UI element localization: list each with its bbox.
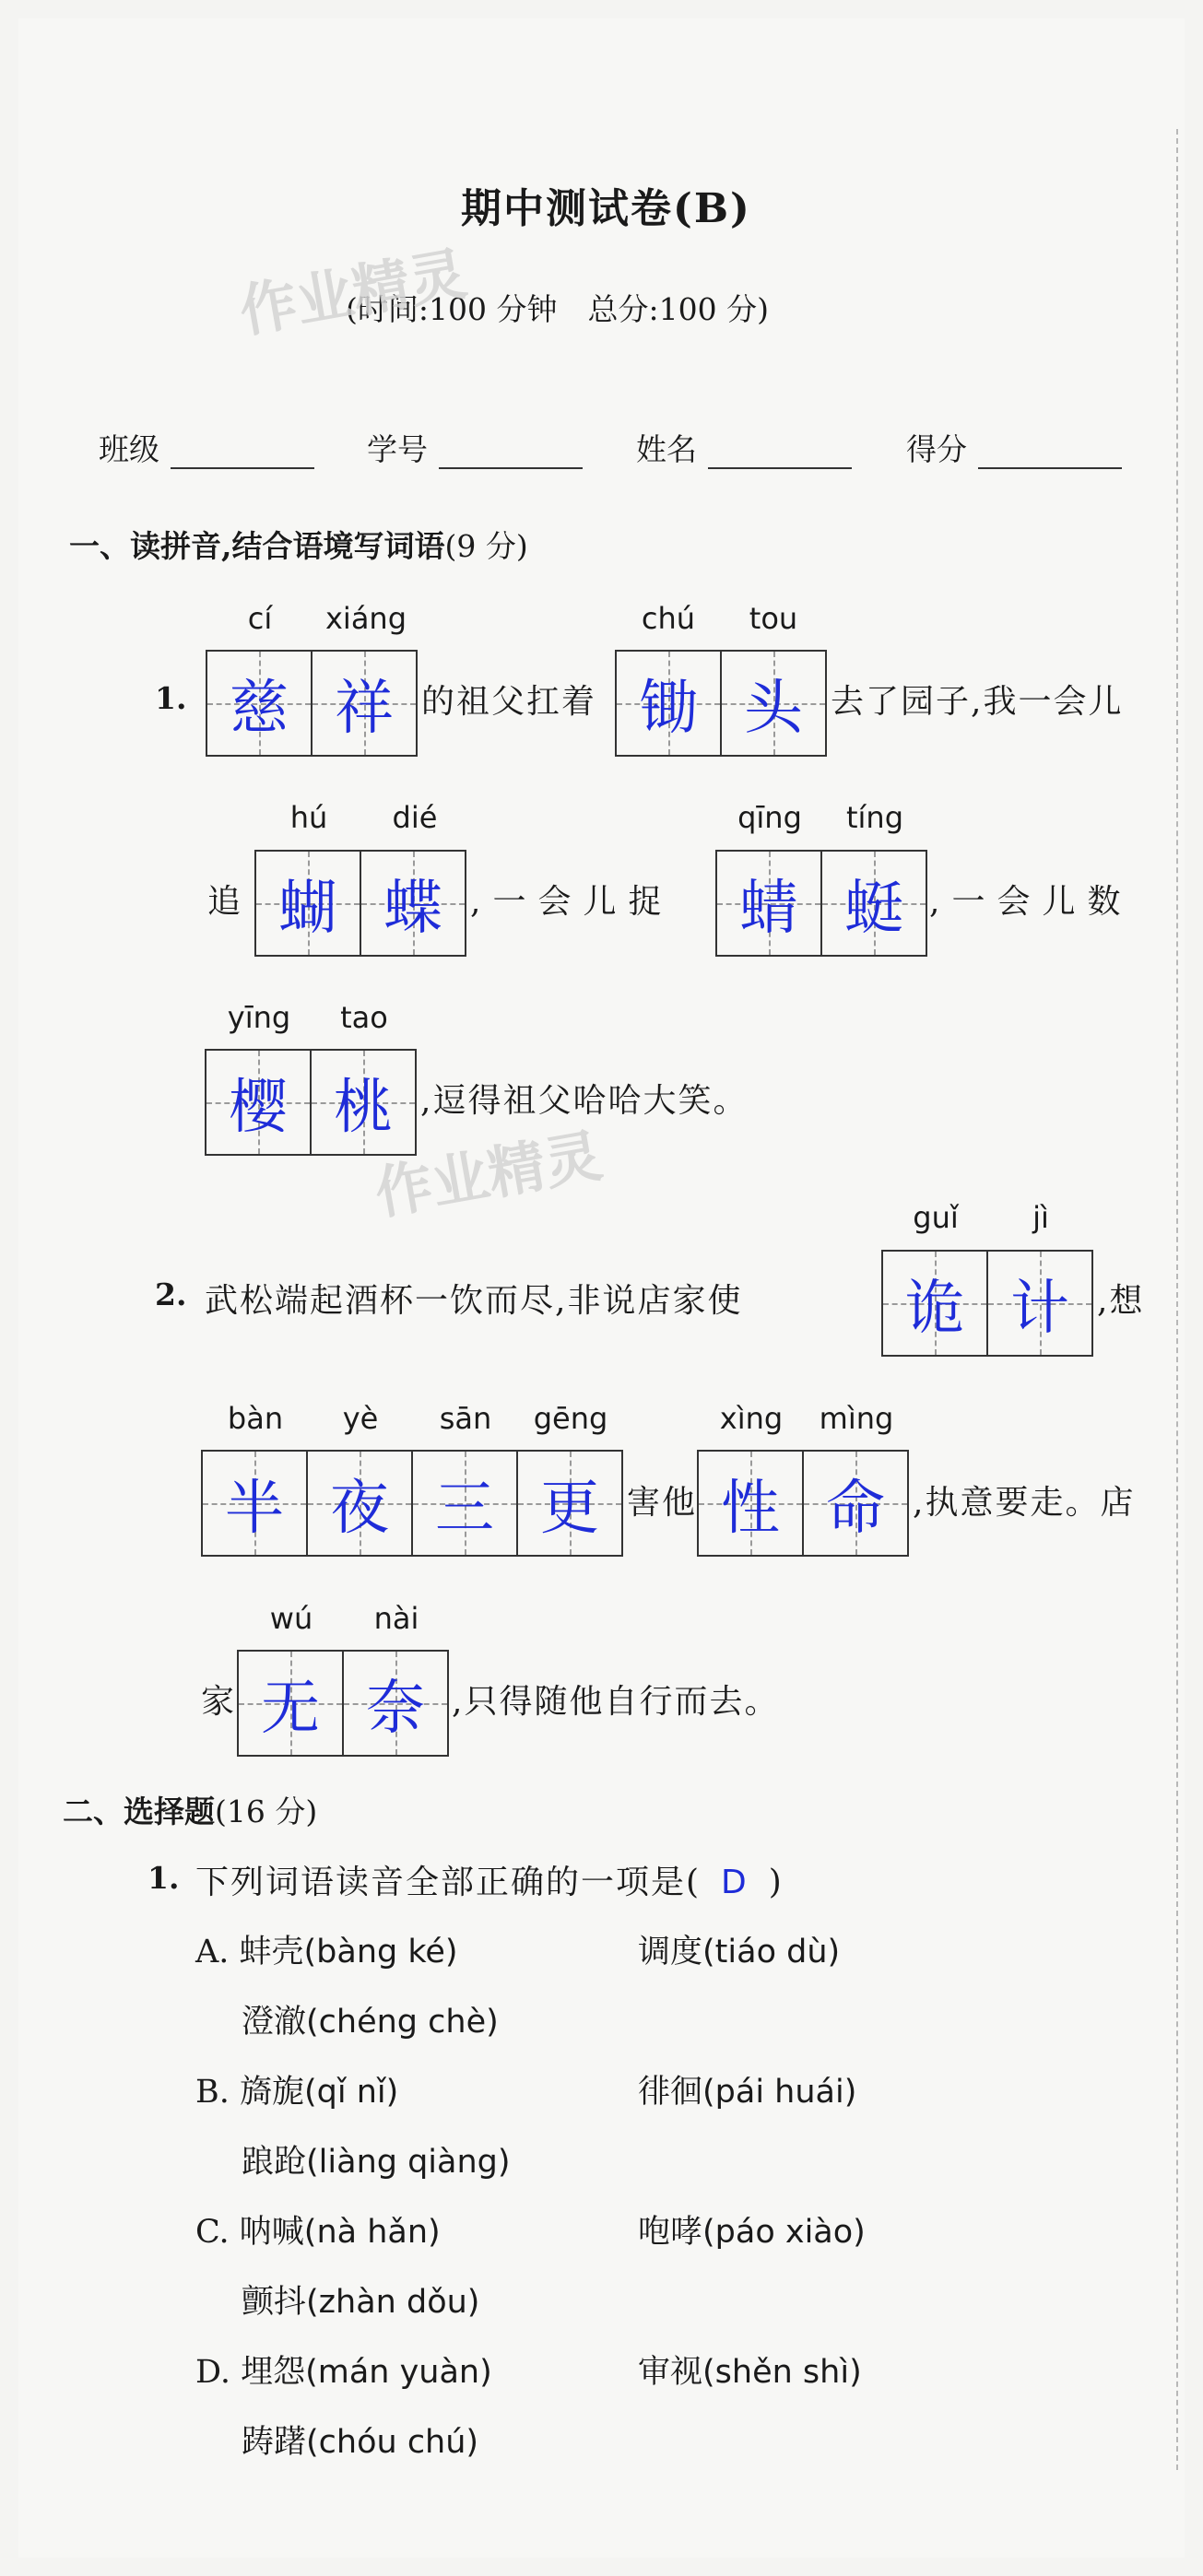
q1-number: 1. xyxy=(155,680,187,716)
pinyin: wú xyxy=(269,1601,313,1636)
answer-box[interactable]: 奈 xyxy=(342,1650,449,1757)
option-d-word-2: 审视(shěn shì) xyxy=(638,2354,862,2391)
pinyin: mìng xyxy=(819,1401,894,1436)
answer-box[interactable]: 更 xyxy=(516,1450,623,1557)
q2-text: ,想 xyxy=(1097,1282,1145,1320)
pinyin: tíng xyxy=(845,800,904,835)
id-blank[interactable] xyxy=(439,441,583,469)
score-blank[interactable] xyxy=(978,441,1122,469)
answer-box[interactable]: 蜓 xyxy=(820,850,927,957)
pinyin: xiáng xyxy=(324,601,407,636)
answer-box[interactable]: 锄 xyxy=(615,650,722,757)
answer-box[interactable]: 蝴 xyxy=(254,850,361,957)
s2-q1-stem: 下列词语读音全部正确的一项是( D ) xyxy=(195,1864,784,1901)
answer-box[interactable]: 蝶 xyxy=(360,850,466,957)
pinyin: cí xyxy=(247,601,273,636)
q1-text: ,一会儿捉 xyxy=(470,883,674,921)
watermark: 作业精灵 xyxy=(234,239,472,346)
binding-dashed-line xyxy=(1176,129,1178,2470)
answer-box[interactable]: 祥 xyxy=(311,650,418,757)
q2-text: 武松端起酒杯一饮而尽,非说店家使 xyxy=(205,1282,743,1320)
name-label: 姓名 xyxy=(636,431,697,467)
pinyin: tou xyxy=(749,601,798,636)
name-field xyxy=(636,426,852,469)
option-a[interactable]: A. 蚌壳(bàng ké) xyxy=(195,1934,458,1970)
option-d-word-3: 踌躇(chóu chú) xyxy=(242,2424,479,2461)
answer-box[interactable]: 头 xyxy=(720,650,827,757)
section-2-heading: 二、选择题(16 分) xyxy=(63,1794,318,1829)
page-title: 期中测试卷(B) xyxy=(461,185,751,232)
pinyin: yīng xyxy=(227,1000,291,1035)
q1-text: 去了园子,我一会儿 xyxy=(831,683,1124,721)
q1-text: 追 xyxy=(207,883,243,921)
option-d[interactable]: D. 埋怨(mán yuàn) xyxy=(195,2354,492,2391)
q2-text: ,只得随他自行而去。 xyxy=(452,1683,780,1721)
answer-box[interactable]: 蜻 xyxy=(715,850,822,957)
q1-text: 的祖父扛着 xyxy=(421,683,597,721)
answer-box[interactable]: 计 xyxy=(986,1250,1093,1357)
q1-text: ,逗得祖父哈哈大笑。 xyxy=(420,1082,749,1120)
answer-box[interactable]: 无 xyxy=(237,1650,344,1757)
option-c-word-2: 咆哮(páo xiào) xyxy=(638,2214,866,2251)
pinyin: qīng xyxy=(737,800,802,835)
name-blank[interactable] xyxy=(708,441,852,469)
s2-q1-answer[interactable]: D xyxy=(721,1864,749,1901)
s2-q1-number: 1. xyxy=(147,1860,180,1896)
answer-box[interactable]: 性 xyxy=(697,1450,804,1557)
class-blank[interactable] xyxy=(171,441,314,469)
pinyin: jì xyxy=(1032,1200,1049,1235)
section-1-heading: 一、读拼音,结合语境写词语(9 分) xyxy=(69,528,528,564)
pinyin: xìng xyxy=(719,1401,784,1436)
answer-box[interactable]: 樱 xyxy=(205,1049,312,1156)
class-field xyxy=(99,426,314,469)
answer-box[interactable]: 诡 xyxy=(881,1250,988,1357)
q2-text: 害他 xyxy=(627,1484,698,1522)
answer-box[interactable]: 命 xyxy=(802,1450,909,1557)
score-field xyxy=(906,426,1122,469)
pinyin: yè xyxy=(342,1401,379,1436)
pinyin: tao xyxy=(340,1000,388,1035)
answer-box[interactable]: 夜 xyxy=(306,1450,413,1557)
pinyin: dié xyxy=(392,800,438,835)
pinyin: nài xyxy=(373,1601,419,1636)
answer-box[interactable]: 三 xyxy=(411,1450,518,1557)
answer-box[interactable]: 半 xyxy=(201,1450,308,1557)
option-a-word-2: 调度(tiáo dù) xyxy=(638,1934,841,1970)
q1-text: ,一会儿数 xyxy=(929,883,1133,921)
answer-box[interactable]: 桃 xyxy=(310,1049,417,1156)
q2-text: ,执意要走。店 xyxy=(913,1484,1136,1522)
pinyin: hú xyxy=(289,800,328,835)
pinyin: sān xyxy=(439,1401,492,1436)
q2-text: 家 xyxy=(201,1683,237,1721)
page-subtitle: (时间:100 分钟 总分:100 分) xyxy=(346,291,769,327)
q2-number: 2. xyxy=(155,1276,187,1312)
option-c-word-3: 颤抖(zhàn dǒu) xyxy=(242,2284,480,2321)
option-b-word-3: 踉跄(liàng qiàng) xyxy=(242,2144,511,2181)
score-label: 得分 xyxy=(906,431,967,467)
option-b[interactable]: B. 旖旎(qǐ nǐ) xyxy=(195,2074,399,2111)
id-label: 学号 xyxy=(367,431,428,467)
pinyin: bàn xyxy=(227,1401,284,1436)
option-c[interactable]: C. 呐喊(nà hǎn) xyxy=(195,2214,441,2251)
pinyin: chú xyxy=(641,601,696,636)
class-label: 班级 xyxy=(99,431,159,467)
watermark: 作业精灵 xyxy=(370,1121,607,1228)
answer-box[interactable]: 慈 xyxy=(206,650,313,757)
option-a-word-3: 澄澈(chéng chè) xyxy=(242,2004,499,2041)
option-b-word-2: 徘徊(pái huái) xyxy=(638,2074,857,2111)
pinyin: guǐ xyxy=(913,1200,959,1235)
id-field xyxy=(367,426,583,469)
pinyin: gēng xyxy=(533,1401,608,1436)
